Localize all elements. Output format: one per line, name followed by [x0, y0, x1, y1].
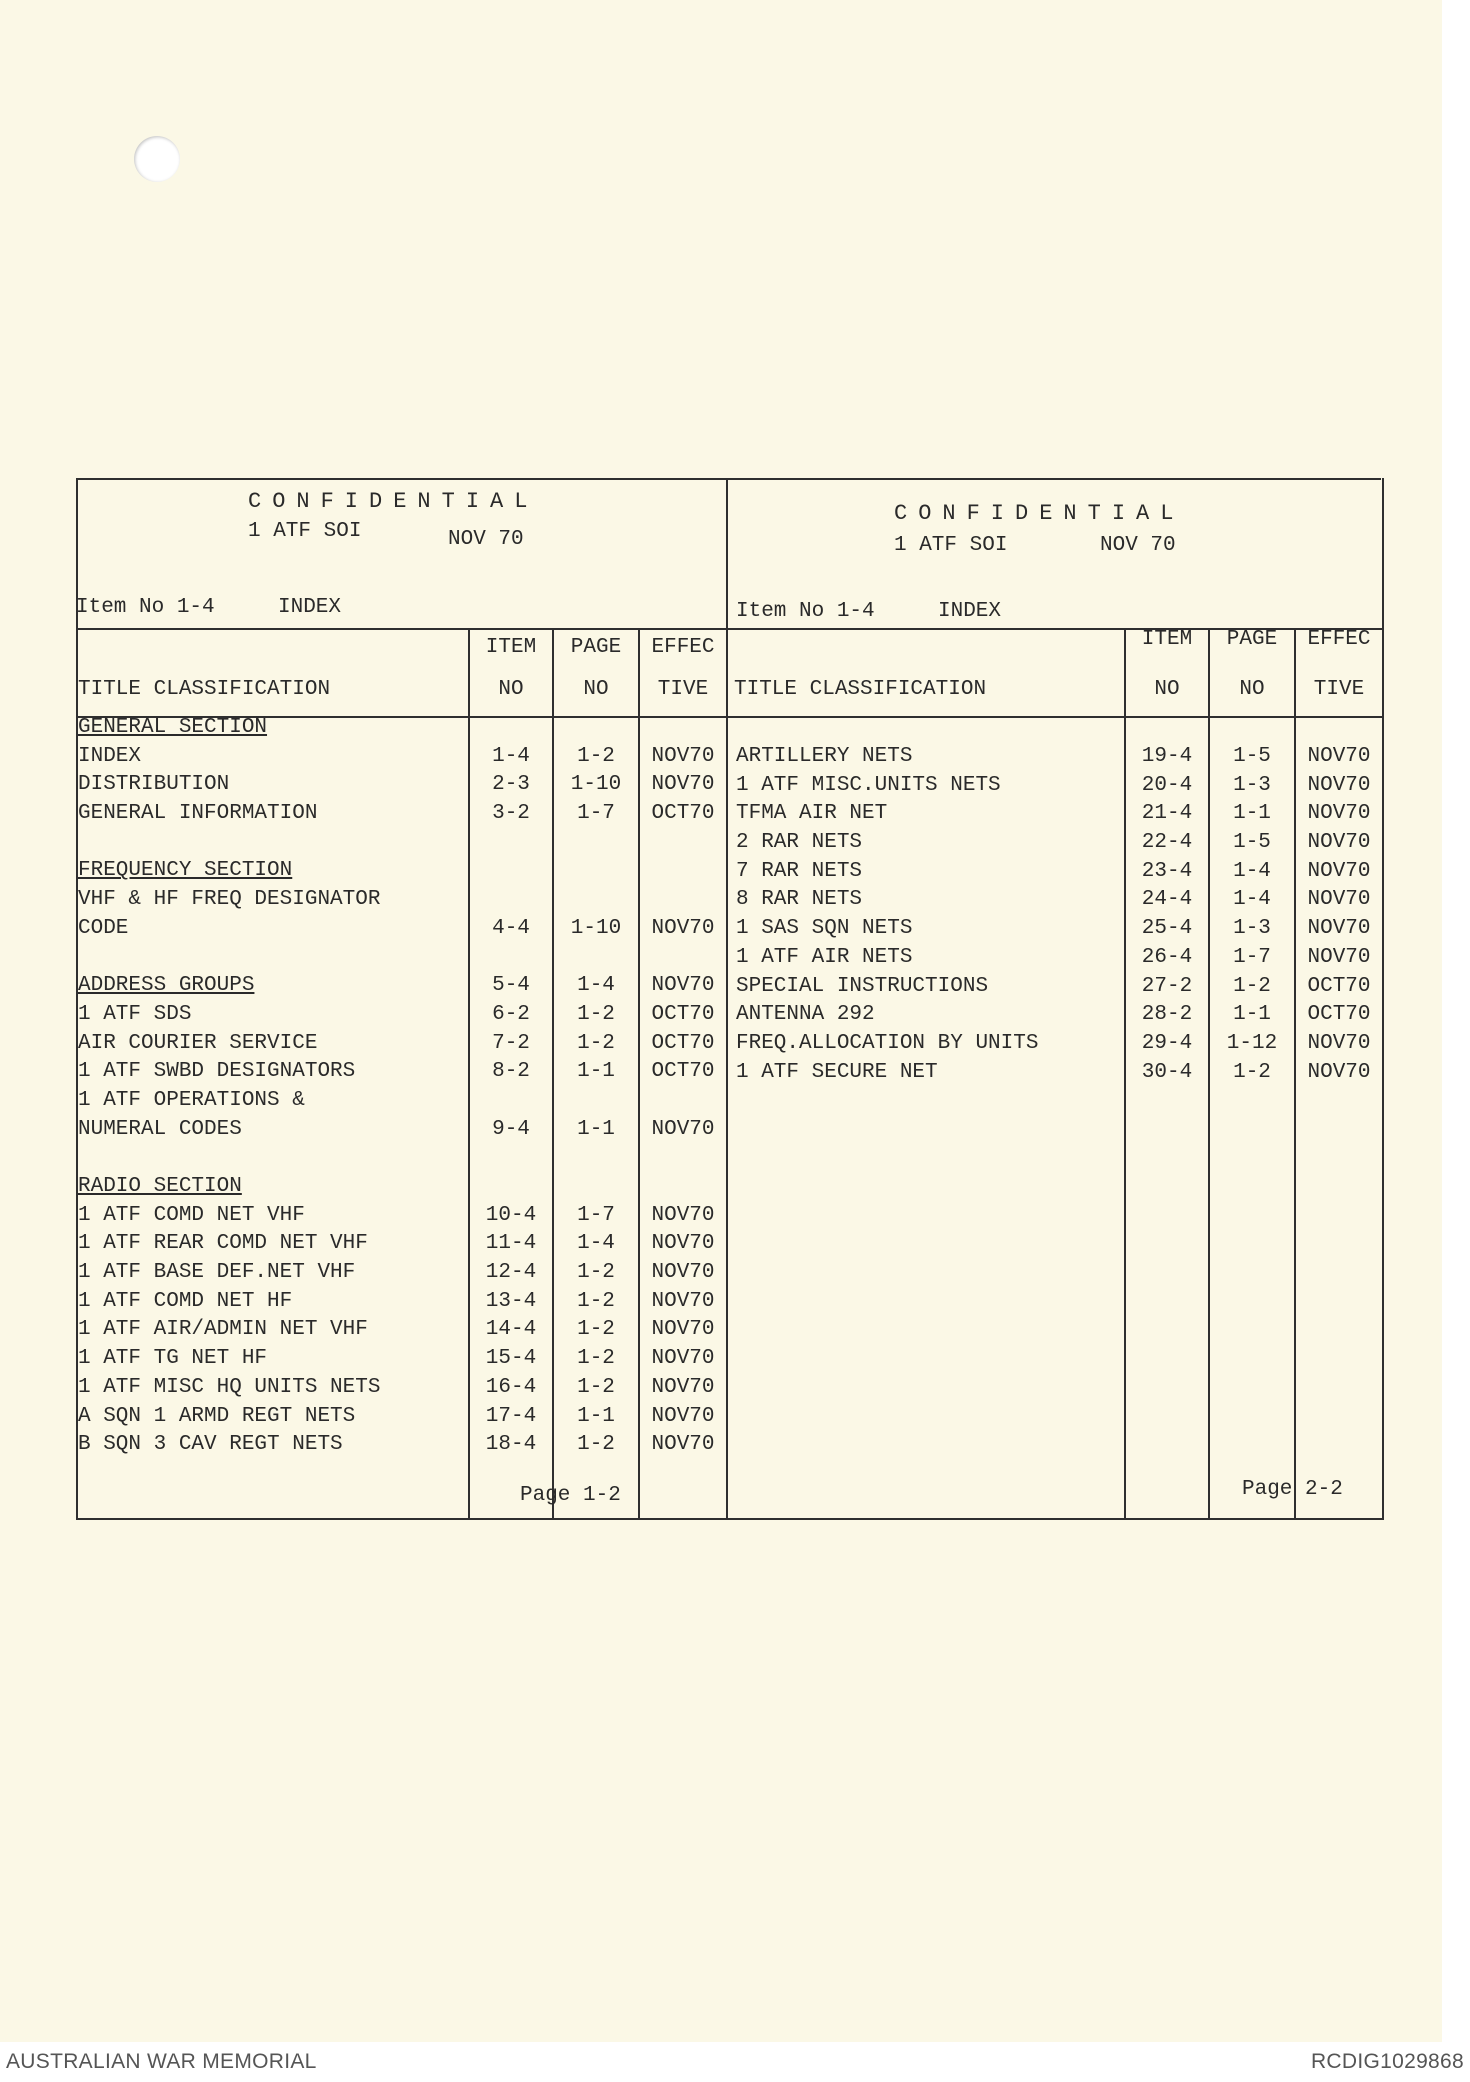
table-cell-eff: OCT70 [1307, 1003, 1371, 1027]
table-cell-title [78, 944, 466, 973]
table-cell-eff: NOV70 [651, 1404, 715, 1428]
table-cell-title: 1 SAS SQN NETS [736, 917, 913, 941]
table-cell-page: 1-2 [577, 1375, 615, 1399]
table-cell-page: 1-1 [1233, 802, 1271, 826]
table-cell-item [470, 1173, 552, 1202]
table-cell-eff: NOV70 [1307, 1060, 1371, 1084]
right-item-title: INDEX [938, 600, 1002, 623]
table-cell-page: 1-7 [577, 802, 615, 826]
table-cell-page: 1-10 [570, 773, 622, 797]
table-cell-item: 26-4 [1141, 945, 1193, 969]
table-cell-page: 1-1 [577, 1404, 615, 1428]
table-cell-item: 7-2 [492, 1031, 530, 1055]
table-cell-page [554, 944, 638, 973]
table-cell-title: 1 ATF COMD NET VHF [78, 1203, 305, 1227]
table-cell-item: 11-4 [485, 1232, 537, 1256]
table-cell-page [554, 829, 638, 858]
right-col-item-header-bottom: NO [1154, 678, 1180, 701]
table-cell-eff: NOV70 [651, 974, 715, 998]
table-cell-item: 22-4 [1141, 831, 1193, 855]
right-col-page-header-bottom: NO [1239, 678, 1265, 701]
table-cell-title: 1 ATF MISC HQ UNITS NETS [78, 1375, 381, 1399]
table-cell-eff: NOV70 [1307, 802, 1371, 826]
table-cell-eff: NOV70 [1307, 1031, 1371, 1055]
table-cell-eff: NOV70 [651, 1203, 715, 1227]
table-cell-page [554, 886, 638, 915]
footer-archive-name: AUSTRALIAN WAR MEMORIAL [6, 2050, 317, 2073]
table-cell-eff: NOV70 [1307, 945, 1371, 969]
table-cell-title: INDEX [78, 744, 142, 768]
table-cell-eff: NOV70 [651, 1318, 715, 1342]
right-page-label: Page 2-2 [1242, 1478, 1343, 1501]
table-cell-title: TFMA AIR NET [736, 802, 888, 826]
section-heading: GENERAL SECTION [78, 716, 268, 739]
table-cell-item [470, 857, 552, 886]
left-col-eff-header-bottom: TIVE [657, 678, 709, 701]
table-cell-title: ARTILLERY NETS [736, 745, 913, 768]
table-cell-page: 1-4 [577, 974, 615, 998]
table-cell-item: 17-4 [485, 1404, 537, 1428]
table-cell-item: 13-4 [485, 1289, 537, 1313]
table-cell-page: 1-4 [1233, 888, 1271, 912]
table-cell-title: 2 RAR NETS [736, 831, 863, 855]
table-cell-eff: NOV70 [651, 1375, 715, 1399]
table-cell-page: 1-2 [577, 1318, 615, 1342]
right-col-eff-header-bottom: TIVE [1313, 678, 1365, 701]
table-cell-item: 12-4 [485, 1261, 537, 1285]
right-item-column [1126, 743, 1208, 1087]
table-cell-title: 1 ATF REAR COMD NET VHF [78, 1232, 368, 1256]
left-item-line: Item No 1-4 [76, 596, 215, 619]
table-cell-page: 1-3 [1233, 917, 1271, 941]
table-cell-page: 1-2 [577, 1347, 615, 1371]
table-cell-title: CODE [78, 916, 129, 940]
table-cell-title: 1 ATF AIR NETS [736, 945, 913, 969]
table-cell-item [470, 1087, 552, 1116]
table-cell-eff: NOV70 [1307, 859, 1371, 883]
right-col-eff-header-top: EFFEC [1307, 628, 1371, 651]
right-classification: CONFIDENTIAL [894, 501, 1185, 526]
table-cell-title: 1 ATF SDS [78, 1002, 192, 1026]
table-cell-page: 1-5 [1233, 831, 1271, 855]
table-cell-title: AIR COURIER SERVICE [78, 1031, 318, 1055]
table-cell-page: 1-2 [577, 1002, 615, 1026]
index-table [76, 478, 1384, 1520]
table-cell-eff: NOV70 [1307, 773, 1371, 797]
punch-hole [134, 136, 180, 182]
table-cell-item: 1-4 [492, 744, 530, 768]
table-cell-eff: OCT70 [651, 1060, 715, 1084]
table-cell-title: ANTENNA 292 [736, 1003, 875, 1027]
right-col-item-header-top: ITEM [1141, 628, 1193, 651]
table-cell-eff [640, 829, 726, 858]
left-title-column [78, 714, 466, 1460]
left-eff-column [640, 714, 726, 1460]
table-cell-eff [640, 1144, 726, 1173]
table-cell-page [554, 1144, 638, 1173]
table-cell-title [78, 1144, 466, 1173]
table-cell-item: 28-2 [1141, 1003, 1193, 1027]
right-col-page-header-top: PAGE [1226, 628, 1278, 651]
table-cell-item: 4-4 [492, 916, 530, 940]
table-cell-title: 1 ATF BASE DEF.NET VHF [78, 1261, 356, 1285]
table-cell-eff [640, 714, 726, 743]
table-cell-eff: OCT70 [651, 802, 715, 826]
table-cell-eff: NOV70 [1307, 831, 1371, 855]
table-cell-eff: NOV70 [651, 1117, 715, 1141]
table-cell-title: FREQ.ALLOCATION BY UNITS [736, 1031, 1039, 1055]
table-cell-item [470, 886, 552, 915]
table-cell-item: 9-4 [492, 1117, 530, 1141]
table-cell-title: 1 ATF MISC.UNITS NETS [736, 773, 1001, 797]
table-cell-eff: NOV70 [651, 773, 715, 797]
left-soi: 1 ATF SOI [248, 520, 362, 543]
left-col-page-header-bottom: NO [583, 678, 609, 701]
left-date: NOV 70 [448, 528, 524, 551]
table-cell-item: 21-4 [1141, 802, 1193, 826]
table-cell-eff [640, 886, 726, 915]
table-cell-title: DISTRIBUTION [78, 773, 230, 797]
table-cell-item: 15-4 [485, 1347, 537, 1371]
footer-record-id: RCDIG1029868 [1310, 2050, 1464, 2073]
table-cell-page: 1-4 [1233, 859, 1271, 883]
table-cell-item: 6-2 [492, 1002, 530, 1026]
table-cell-page [554, 1087, 638, 1116]
table-cell-item: 24-4 [1141, 888, 1193, 912]
table-cell-item [470, 944, 552, 973]
table-cell-page: 1-7 [1233, 945, 1271, 969]
right-title-column [736, 743, 1122, 1087]
table-cell-item: 8-2 [492, 1060, 530, 1084]
table-cell-page: 1-10 [570, 916, 622, 940]
table-cell-page: 1-2 [577, 1031, 615, 1055]
right-page-column [1210, 743, 1294, 1087]
table-cell-item: 30-4 [1141, 1060, 1193, 1084]
table-cell-item: 2-3 [492, 773, 530, 797]
left-classification: CONFIDENTIAL [248, 489, 539, 514]
table-cell-item: 16-4 [485, 1375, 537, 1399]
table-cell-page: 1-2 [1233, 974, 1271, 998]
table-cell-page [554, 1173, 638, 1202]
table-cell-eff: NOV70 [651, 1232, 715, 1256]
table-cell-item: 25-4 [1141, 917, 1193, 941]
table-cell-page: 1-1 [1233, 1003, 1271, 1027]
left-col-eff-header-top: EFFEC [651, 636, 715, 659]
table-cell-page: 1-2 [577, 1433, 615, 1457]
table-cell-item [470, 829, 552, 858]
table-cell-eff: NOV70 [1307, 917, 1371, 941]
table-cell-title: SPECIAL INSTRUCTIONS [736, 974, 989, 998]
table-cell-eff: NOV70 [651, 1261, 715, 1285]
left-col-page-header-top: PAGE [570, 636, 622, 659]
table-cell-item: 18-4 [485, 1433, 537, 1457]
table-cell-eff [640, 857, 726, 886]
table-cell-item: 19-4 [1141, 745, 1193, 768]
table-cell-item: 3-2 [492, 802, 530, 826]
left-page-column [554, 714, 638, 1460]
table-cell-title: 1 ATF SECURE NET [736, 1060, 938, 1084]
right-eff-column [1296, 743, 1382, 1087]
table-cell-eff: NOV70 [651, 1347, 715, 1371]
table-cell-title: B SQN 3 CAV REGT NETS [78, 1433, 343, 1457]
table-cell-eff: NOV70 [651, 1433, 715, 1457]
table-cell-eff: OCT70 [1307, 974, 1371, 998]
table-cell-page [554, 857, 638, 886]
table-cell-title: 7 RAR NETS [736, 859, 863, 883]
table-cell-title: NUMERAL CODES [78, 1117, 242, 1141]
table-cell-title: GENERAL INFORMATION [78, 802, 318, 826]
left-col-item-header-bottom: NO [498, 678, 524, 701]
right-soi: 1 ATF SOI [894, 534, 1008, 557]
table-cell-page: 1-2 [577, 1261, 615, 1285]
table-cell-item: 23-4 [1141, 859, 1193, 883]
table-cell-page: 1-1 [577, 1060, 615, 1084]
table-cell-page: 1-2 [577, 744, 615, 768]
table-cell-page: 1-5 [1233, 745, 1271, 768]
table-cell-page: 1-7 [577, 1203, 615, 1227]
table-cell-item: 10-4 [485, 1203, 537, 1227]
left-col-title-header: TITLE CLASSIFICATION [78, 678, 331, 701]
table-cell-item: 20-4 [1141, 773, 1193, 797]
table-cell-item: 14-4 [485, 1318, 537, 1342]
table-cell-title: A SQN 1 ARMD REGT NETS [78, 1404, 356, 1428]
left-page-label: Page 1-2 [520, 1484, 621, 1507]
right-col-title-header: TITLE CLASSIFICATION [734, 678, 987, 701]
table-cell-page: 1-2 [577, 1289, 615, 1313]
table-cell-title: 1 ATF OPERATIONS & [78, 1088, 305, 1112]
table-cell-eff: NOV70 [651, 916, 715, 940]
table-cell-page: 1-12 [1226, 1031, 1278, 1055]
table-cell-eff [640, 1173, 726, 1202]
table-cell-eff [640, 1087, 726, 1116]
table-cell-page: 1-1 [577, 1117, 615, 1141]
table-cell-title: 1 ATF AIR/ADMIN NET VHF [78, 1318, 368, 1342]
section-heading: FREQUENCY SECTION [78, 859, 293, 883]
table-cell-eff: NOV70 [651, 744, 715, 768]
table-cell-item: 5-4 [492, 974, 530, 998]
table-cell-title: 1 ATF TG NET HF [78, 1347, 268, 1371]
section-heading: RADIO SECTION [78, 1175, 242, 1198]
table-cell-item [470, 714, 552, 743]
table-cell-item: 29-4 [1141, 1031, 1193, 1055]
left-col-item-header-top: ITEM [485, 636, 537, 659]
section-heading: ADDRESS GROUPS [78, 974, 255, 998]
table-cell-page: 1-3 [1233, 773, 1271, 797]
table-cell-title [78, 829, 466, 858]
table-cell-page [554, 714, 638, 743]
table-cell-page: 1-2 [1233, 1060, 1271, 1084]
table-cell-eff: OCT70 [651, 1002, 715, 1026]
table-cell-eff: NOV70 [651, 1289, 715, 1313]
table-cell-title: VHF & HF FREQ DESIGNATOR [78, 888, 381, 912]
table-cell-title: 8 RAR NETS [736, 888, 863, 912]
left-item-title: INDEX [278, 596, 342, 619]
table-cell-item [470, 1144, 552, 1173]
table-cell-title: 1 ATF SWBD DESIGNATORS [78, 1060, 356, 1084]
table-cell-title: 1 ATF COMD NET HF [78, 1289, 293, 1313]
right-date: NOV 70 [1100, 534, 1176, 557]
table-cell-eff: NOV70 [1307, 888, 1371, 912]
table-cell-eff [640, 944, 726, 973]
table-cell-item: 27-2 [1141, 974, 1193, 998]
left-item-column [470, 714, 552, 1460]
table-cell-eff: NOV70 [1307, 745, 1371, 768]
table-cell-eff: OCT70 [651, 1031, 715, 1055]
table-cell-page: 1-4 [577, 1232, 615, 1256]
right-item-line: Item No 1-4 [736, 600, 875, 623]
